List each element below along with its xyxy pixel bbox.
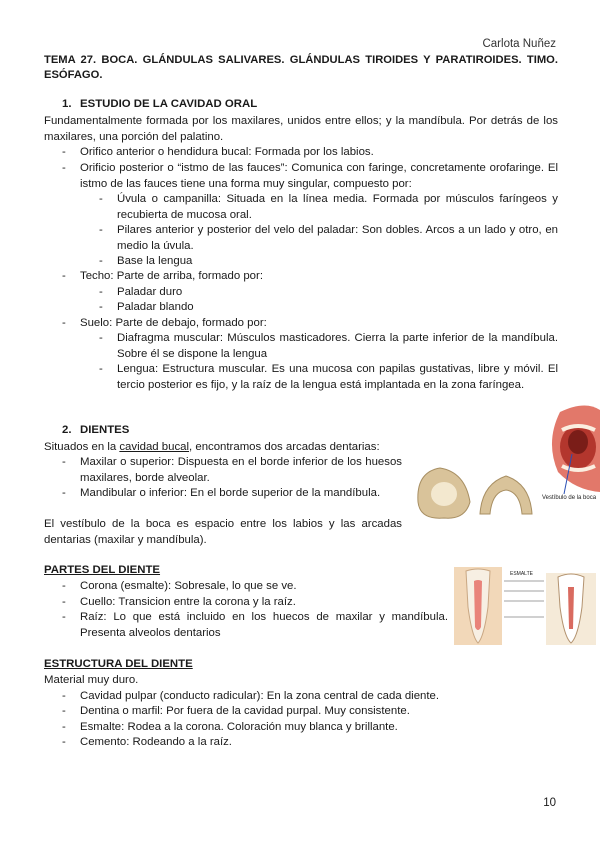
- list-item: - Techo: Parte de arriba, formado por:: [80, 269, 558, 285]
- estructura-intro: Material muy duro.: [44, 674, 139, 686]
- figure-label: ESMALTE: [510, 571, 533, 577]
- list-item: - Corona (esmalte): Sobresale, lo que se ve.: [80, 579, 448, 595]
- section-2-intro: [44, 440, 414, 456]
- section-1-number: 1.: [62, 98, 72, 110]
- cavidad-bucal-link: cavidad bucal: [119, 441, 190, 453]
- section-1-title: ESTUDIO DE LA CAVIDAD ORAL: [80, 98, 258, 110]
- section-2-title: DIENTES: [80, 424, 130, 436]
- list-item: - Esmalte: Rodea a la corona. Coloración muy blanca y brillante.: [80, 720, 558, 736]
- partes-heading: PARTES DEL DIENTE: [44, 564, 161, 576]
- list-item: - Dentina o marfil: Por fuera de la cavidad purpal. Muy consistente.: [80, 704, 558, 720]
- list-item: - Cuello: Transicion entre la corona y la raíz.: [80, 595, 448, 611]
- section-2-heading: [44, 424, 129, 436]
- page-number: 10: [543, 797, 556, 809]
- mouth-vestibule-figure: [540, 402, 600, 502]
- section-2-number: 2.: [62, 424, 72, 436]
- list-item: - Lengua: Estructura muscular. Es una mucosa con papilas gustativas, libre y móvil. El tercio posterior es fijo, y la raíz de la lengua está implantada en la zona faríngea.: [117, 362, 558, 393]
- intro-text: , encontramos dos arcadas dentarias:: [189, 441, 380, 453]
- list-item: - Mandibular o inferior: En el borde superior de la mandíbula.: [80, 486, 402, 502]
- list-item: - Maxilar o superior: Dispuesta en el borde inferior de los huesos maxilares, borde alveolar.: [80, 455, 402, 486]
- list-item: - Cemento: Rodeando a la raíz.: [80, 735, 558, 751]
- list-item: - Raíz: Lo que está incluido en los huecos de maxilar y mandíbula. Presenta alveolos dentarios: [80, 610, 448, 641]
- list-item: - Pilares anterior y posterior del velo del paladar: Son dobles. Arcos a un lado y otro, en medio la úvula.: [117, 223, 558, 254]
- dental-arches-figure: [410, 462, 538, 524]
- author: Carlota Nuñez: [482, 38, 556, 50]
- list-item: - Úvula o campanilla: Situada en la línea media. Formada por músculos faríngeos y recubierta de mucosa oral.: [117, 192, 558, 223]
- section-1-intro: Fundamentalmente formada por los maxilares, unidos entre ellos; y la mandíbula. Por detrás de los maxilares, una porción del palatino.: [44, 115, 558, 143]
- figure-label: Vestíbulo de la boca: [542, 495, 597, 501]
- intro-text: Situados en la: [44, 441, 120, 453]
- list-item: - Diafragma muscular: Músculos masticadores. Cierra la parte inferior de la mandíbula. Sobre él se dispone la lengua: [117, 331, 558, 362]
- section-2-outro: El vestíbulo de la boca es espacio entre los labios y las arcadas dentarias (maxilar y mandíbula).: [44, 518, 402, 546]
- page-title: TEMA 27. BOCA. GLÁNDULAS SALIVARES. GLÁNDULAS TIROIDES Y PARATIROIDES. TIMO. ESÓFAGO.: [44, 54, 558, 81]
- list-item: - Paladar duro: [117, 285, 558, 301]
- list-item: - Base la lengua: [117, 254, 558, 270]
- list-item: - Paladar blando: [117, 300, 558, 316]
- list-item: - Suelo: Parte de debajo, formado por:: [80, 316, 558, 332]
- list-item: - Orifico anterior o hendidura bucal: Formada por los labios.: [80, 145, 558, 161]
- tooth-anatomy-figure: [454, 567, 600, 647]
- list-item: - Cavidad pulpar (conducto radicular): En la zona central de cada diente.: [80, 689, 558, 705]
- list-item: - Orificio posterior o “istmo de las fauces”: Comunica con faringe, concretamente orofaringe. El istmo de las fauces tiene una forma muy singular, compuesto por:: [80, 161, 558, 192]
- section-1-heading: [44, 98, 257, 110]
- estructura-heading: ESTRUCTURA DEL DIENTE: [44, 658, 193, 670]
